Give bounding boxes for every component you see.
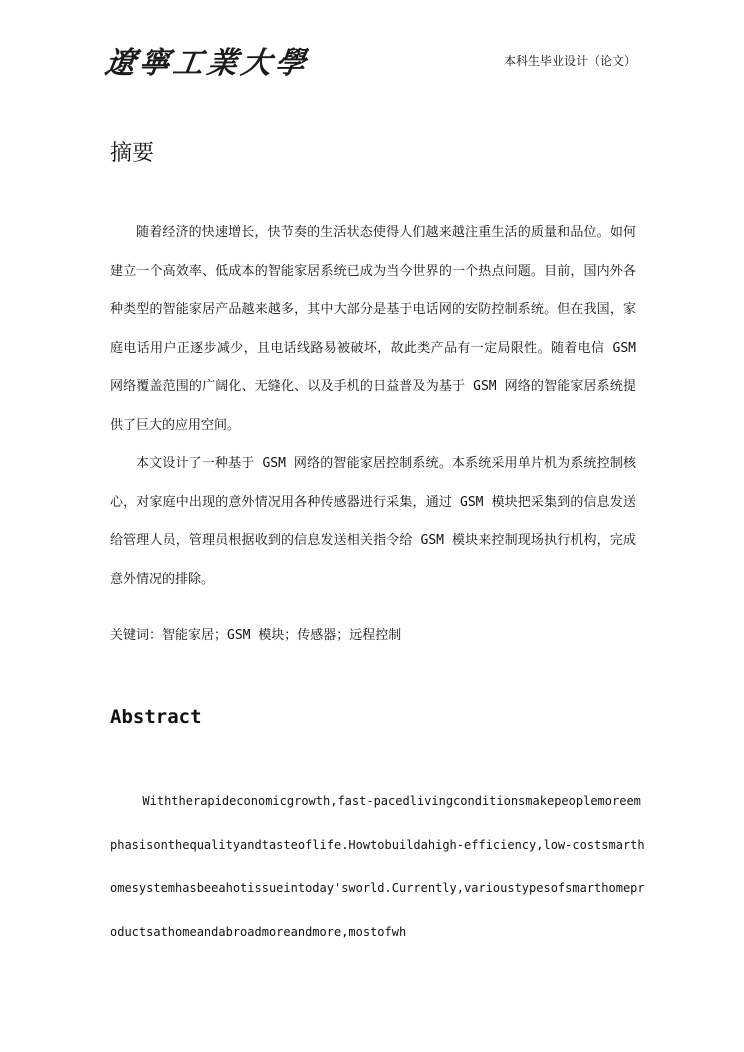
- abstract-cn-body: [110, 214, 636, 599]
- abstract-cn-title: 摘要: [110, 141, 155, 166]
- abstract-en-body: [110, 780, 646, 954]
- abstract-cn-paragraph-2: 本文设计了一种基于 GSM 网络的智能家居控制系统。本系统采用单片机为系统控制核心，对家庭中出现的意外情况用各种传感器进行采集，通过 GSM 模块把采集到的信息发送给管理人员，管理员根据收到的信息发送相关指令给 GSM 模块来控制现场执行机构，完成意外情况的排除。: [110, 456, 636, 587]
- abstract-en-paragraph-1: Withtherapideconomicgrowth,fast-pacedlivingconditionsmakepeoplemoreemphasisonthequalityandtasteoflife.Howtobuildahigh-efficiency,low-costsmarthomesystemhasbeeahotissueintoday'sworld.Currently,varioustypesofsmarthomeproductsathomeandabroadmoreandmore,mostofwh: [110, 794, 645, 939]
- abstract-cn-paragraph-1: 随着经济的快速增长，快节奏的生活状态使得人们越来越注重生活的质量和品位。如何建立一个高效率、低成本的智能家居系统已成为当今世界的一个热点问题。目前，国内外各种类型的智能家居产品越来越多，其中大部分是基于电话网的安防控制系统。但在我国，家庭电话用户正逐步减少，且电话线路易被破坏，故此类产品有一定局限性。随着电信 GSM 网络覆盖范围的广阔化、无缝化、以及手机的日益普及为基于 GSM 网络的智能家居系统提供了巨大的应用空间。: [110, 225, 636, 433]
- keywords-line: 关键词：智能家居；GSM 模块；传感器；远程控制: [110, 628, 402, 643]
- university-logo: 遼寧工業大學: [102, 46, 312, 81]
- abstract-en-title: Abstract: [110, 706, 202, 728]
- document-type-label: 本科生毕业设计（论文）: [503, 54, 636, 68]
